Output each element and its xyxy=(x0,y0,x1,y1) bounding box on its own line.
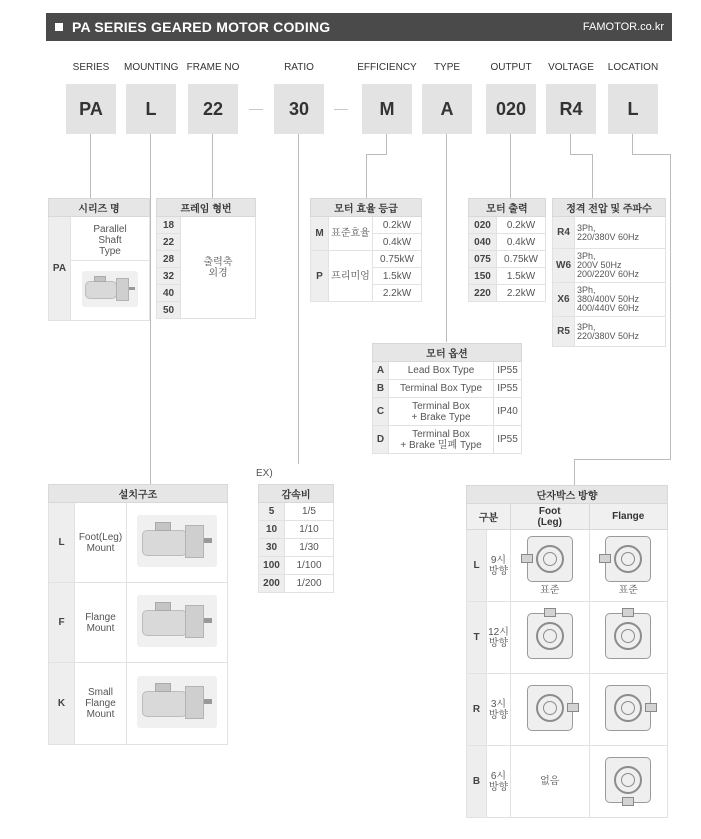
output-value: 1.5kW xyxy=(497,268,546,285)
mounting-desc xyxy=(75,503,127,583)
option-ip: IP40 xyxy=(494,398,522,426)
code-label-series: SERIES xyxy=(72,62,110,73)
voltage-desc xyxy=(575,249,666,283)
output-code: 150 xyxy=(469,268,497,285)
separator-dash xyxy=(249,109,263,110)
mounting-desc-line: Flange xyxy=(85,698,116,709)
foot-mount-motor-image xyxy=(137,515,217,567)
page-title: PA SERIES GEARED MOTOR CODING xyxy=(72,19,331,35)
terminal-foot-cell xyxy=(511,674,590,746)
mounting-desc-line: Flange xyxy=(85,611,116,623)
ratio-code: 5 xyxy=(259,503,285,521)
terminal-foot-cell xyxy=(511,530,590,602)
series-desc-line: Parallel xyxy=(93,223,127,235)
frame-size: 40 xyxy=(157,285,181,302)
efficiency-value: 2.2kW xyxy=(373,285,422,302)
mounting-desc-line: Mount xyxy=(86,622,115,634)
ratio-code: 10 xyxy=(259,521,285,539)
connector-line xyxy=(574,459,575,485)
output-code: 220 xyxy=(469,285,497,302)
efficiency-table-title: 모터 효율 등급 xyxy=(311,199,422,217)
efficiency-value: 0.4kW xyxy=(373,234,422,251)
code-label-type: TYPE xyxy=(433,62,461,73)
option-desc xyxy=(389,398,494,426)
site-link[interactable]: FAMOTOR.co.kr xyxy=(582,21,664,33)
ratio-table xyxy=(258,484,334,593)
efficiency-table xyxy=(310,198,422,302)
series-code: PA xyxy=(49,217,71,321)
connector-line xyxy=(510,134,511,198)
frame-table xyxy=(156,198,256,319)
voltage-desc xyxy=(575,217,666,249)
mounting-table-title: 설치구조 xyxy=(49,485,228,503)
option-code: A xyxy=(373,362,389,380)
voltage-table-title: 정격 전압 및 주파수 xyxy=(553,199,666,217)
small-flange-mount-motor-image xyxy=(137,676,217,728)
voltage-desc-line: 220/380V 60Hz xyxy=(577,231,640,242)
frame-size: 18 xyxy=(157,217,181,234)
voltage-desc xyxy=(575,317,666,347)
terminal-flange-caption: 표준 xyxy=(618,584,638,596)
terminal-flange-bottom-image xyxy=(605,757,651,803)
voltage-desc-line: 200V 50Hz xyxy=(577,260,622,270)
connector-line xyxy=(386,134,387,154)
frame-desc xyxy=(181,217,256,319)
terminal-dir-line: 방향 xyxy=(488,709,509,721)
options-table xyxy=(372,343,522,454)
mounting-image-cell xyxy=(127,583,228,663)
voltage-desc xyxy=(575,283,666,317)
ratio-example-label: EX) xyxy=(256,468,273,479)
code-voltage: R4 xyxy=(546,84,596,134)
output-value: 0.2kW xyxy=(497,217,546,234)
frame-table-title: 프레임 형번 xyxy=(157,199,256,217)
code-efficiency: M xyxy=(362,84,412,134)
mounting-desc xyxy=(75,663,127,745)
mounting-image-cell xyxy=(127,663,228,745)
code-label-output: OUTPUT xyxy=(490,62,532,73)
terminal-foot-top-image xyxy=(527,613,573,659)
frame-size: 32 xyxy=(157,268,181,285)
terminal-dir-line: 방향 xyxy=(488,781,509,793)
terminal-flange-cell xyxy=(589,530,668,602)
code-mounting: L xyxy=(126,84,176,134)
connector-line xyxy=(90,134,91,198)
option-desc-line: Lead Box Type xyxy=(407,365,475,376)
frame-desc-line: 외경 xyxy=(208,267,228,279)
terminal-dir-line: 12시 xyxy=(488,626,509,638)
code-label-ratio: RATIO xyxy=(284,62,314,73)
output-table-title: 모터 출력 xyxy=(469,199,546,217)
efficiency-name: 표준효율 xyxy=(329,217,373,251)
output-value: 0.4kW xyxy=(497,234,546,251)
option-ip: IP55 xyxy=(494,362,522,380)
option-desc xyxy=(389,362,494,380)
title-bar xyxy=(46,13,672,41)
code-output: 020 xyxy=(486,84,536,134)
terminal-dir-line: 3시 xyxy=(490,698,507,710)
terminal-foot-left-image xyxy=(527,536,573,582)
terminal-flange-cell xyxy=(589,674,668,746)
terminal-col-code: 구분 xyxy=(467,504,511,530)
output-code: 040 xyxy=(469,234,497,251)
voltage-desc-line: 380/400V 50Hz xyxy=(577,294,640,304)
code-ratio: 30 xyxy=(274,84,324,134)
terminal-dir xyxy=(487,530,511,602)
connector-line xyxy=(574,459,671,460)
code-label-efficiency: EFFICIENCY xyxy=(357,62,417,73)
terminal-dir xyxy=(487,602,511,674)
connector-line xyxy=(446,134,447,342)
ratio-value: 1/30 xyxy=(285,539,334,557)
mounting-code: L xyxy=(49,503,75,583)
terminal-flange-right-image xyxy=(605,685,651,731)
square-bullet-icon xyxy=(55,23,63,31)
output-value: 2.2kW xyxy=(497,285,546,302)
terminal-code: L xyxy=(467,530,487,602)
voltage-code: X6 xyxy=(553,283,575,317)
series-table xyxy=(48,198,150,321)
terminal-col-foot-line: (Leg) xyxy=(537,516,562,528)
option-code: D xyxy=(373,426,389,454)
terminal-dir-line: 방향 xyxy=(488,637,509,649)
efficiency-value: 0.2kW xyxy=(373,217,422,234)
voltage-code: W6 xyxy=(553,249,575,283)
code-label-voltage: VOLTAGE xyxy=(548,62,594,73)
terminal-flange-top-image xyxy=(605,613,651,659)
efficiency-code: P xyxy=(311,251,329,302)
terminal-foot-cell: 없음 xyxy=(511,746,590,818)
connector-line xyxy=(592,154,593,198)
efficiency-value: 1.5kW xyxy=(373,268,422,285)
series-desc-line: Shaft xyxy=(98,234,122,246)
voltage-desc-line: 3Ph, xyxy=(577,285,596,295)
flange-mount-motor-image xyxy=(137,595,217,647)
terminal-col-foot xyxy=(511,504,590,530)
option-desc-line: + Brake Type xyxy=(411,411,471,423)
terminal-direction-table xyxy=(466,485,668,818)
ratio-value: 1/5 xyxy=(285,503,334,521)
connector-line xyxy=(670,154,671,459)
ratio-table-title: 감속비 xyxy=(259,485,334,503)
efficiency-code: M xyxy=(311,217,329,251)
connector-line xyxy=(632,154,670,155)
mounting-desc-line: Mount xyxy=(86,709,115,720)
mounting-image-cell xyxy=(127,503,228,583)
connector-line xyxy=(298,134,299,464)
frame-size: 22 xyxy=(157,234,181,251)
mounting-desc xyxy=(75,583,127,663)
mounting-code: F xyxy=(49,583,75,663)
option-desc-line: Terminal Box xyxy=(412,400,470,412)
option-desc-line: + Brake 밀폐 Type xyxy=(400,439,482,451)
terminal-flange-left-image xyxy=(605,536,651,582)
option-desc xyxy=(389,426,494,454)
option-desc xyxy=(389,380,494,398)
mounting-code: K xyxy=(49,663,75,745)
output-code: 020 xyxy=(469,217,497,234)
code-location: L xyxy=(608,84,658,134)
ratio-code: 30 xyxy=(259,539,285,557)
output-code: 075 xyxy=(469,251,497,268)
terminal-foot-cell xyxy=(511,602,590,674)
ratio-value: 1/10 xyxy=(285,521,334,539)
mounting-desc-line: Mount xyxy=(86,542,115,554)
connector-line xyxy=(570,154,592,155)
connector-line xyxy=(570,134,571,154)
mounting-table xyxy=(48,484,228,745)
ratio-code: 100 xyxy=(259,557,285,575)
terminal-table-title: 단자박스 방향 xyxy=(467,486,668,504)
code-label-location: LOCATION xyxy=(607,62,659,73)
series-desc xyxy=(71,217,150,261)
terminal-dir-line: 방향 xyxy=(488,565,509,577)
frame-size: 28 xyxy=(157,251,181,268)
connector-line xyxy=(632,134,633,154)
code-label-frame: FRAME NO xyxy=(186,62,240,73)
voltage-desc-line: 400/440V 60Hz xyxy=(577,303,640,313)
code-frame: 22 xyxy=(188,84,238,134)
output-table xyxy=(468,198,546,302)
mounting-desc-line: Small xyxy=(87,687,113,698)
terminal-dir xyxy=(487,674,511,746)
option-code: C xyxy=(373,398,389,426)
code-label-mounting: MOUNTING xyxy=(124,62,179,73)
efficiency-value: 0.75kW xyxy=(373,251,422,268)
voltage-code: R5 xyxy=(553,317,575,347)
voltage-code: R4 xyxy=(553,217,575,249)
terminal-code: B xyxy=(467,746,487,818)
option-desc-line: Terminal Box Type xyxy=(399,383,483,394)
option-code: B xyxy=(373,380,389,398)
mounting-desc-line: Foot(Leg) xyxy=(78,531,123,543)
terminal-code: R xyxy=(467,674,487,746)
terminal-foot-caption: 표준 xyxy=(540,584,560,596)
options-table-title: 모터 옵션 xyxy=(373,344,522,362)
output-value: 0.75kW xyxy=(497,251,546,268)
connector-line xyxy=(150,134,151,484)
terminal-flange-cell xyxy=(589,746,668,818)
connector-line xyxy=(366,154,367,198)
frame-size: 50 xyxy=(157,302,181,319)
terminal-dir-line: 6시 xyxy=(490,770,507,782)
connector-line xyxy=(212,134,213,198)
terminal-flange-cell xyxy=(589,602,668,674)
code-type: A xyxy=(422,84,472,134)
ratio-code: 200 xyxy=(259,575,285,593)
code-series: PA xyxy=(66,84,116,134)
frame-desc-line: 출력축 xyxy=(203,256,233,268)
option-ip: IP55 xyxy=(494,380,522,398)
voltage-desc-line: 3Ph, xyxy=(577,222,596,233)
voltage-desc-line: 220/380V 50Hz xyxy=(577,330,640,341)
option-desc-line: Terminal Box xyxy=(412,428,470,440)
terminal-foot-right-image xyxy=(527,685,573,731)
option-ip: IP55 xyxy=(494,426,522,454)
terminal-dir xyxy=(487,746,511,818)
voltage-desc-line: 3Ph, xyxy=(577,321,596,332)
voltage-desc-line: 200/220V 60Hz xyxy=(577,269,640,279)
series-image-cell xyxy=(71,261,150,321)
connector-line xyxy=(366,154,387,155)
terminal-col-flange: Flange xyxy=(589,504,668,530)
ratio-value: 1/100 xyxy=(285,557,334,575)
efficiency-name: 프리미엄 xyxy=(329,251,373,302)
voltage-table xyxy=(552,198,666,347)
series-table-title: 시리즈 명 xyxy=(49,199,150,217)
terminal-code: T xyxy=(467,602,487,674)
series-desc-line: Type xyxy=(99,245,121,257)
terminal-col-foot-line: Foot xyxy=(538,505,561,517)
parallel-shaft-motor-image xyxy=(82,271,138,307)
separator-dash xyxy=(334,109,348,110)
terminal-dir-line: 9시 xyxy=(490,554,507,566)
ratio-value: 1/200 xyxy=(285,575,334,593)
voltage-desc-line: 3Ph, xyxy=(577,251,596,261)
